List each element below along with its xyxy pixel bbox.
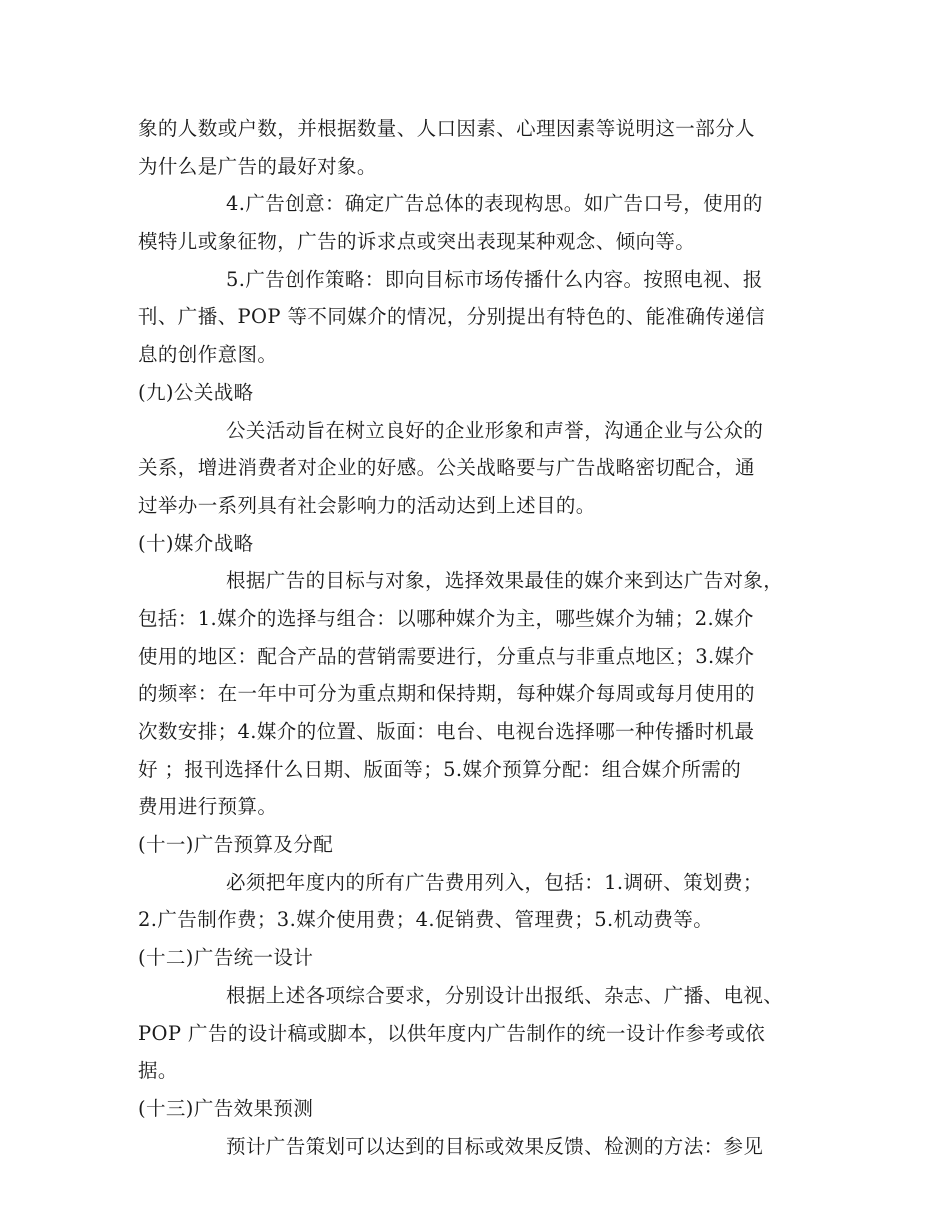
text-line: (十三)广告效果预测 [138, 1096, 314, 1120]
text-line: 为什么是广告的最好对象。 [138, 154, 377, 178]
paragraph-first-line: 4.广告创意：确定广告总体的表现构思。如广告口号，使用的 [226, 192, 763, 216]
text-line: 关系，增进消费者对企业的好感。公关战略要与广告战略密切配合，通 [138, 456, 755, 480]
paragraph-first-line: 5.广告创作策略：即向目标市场传播什么内容。按照电视、报 [226, 267, 763, 291]
paragraph-first-line: 必须把年度内的所有广告费用列入，包括：1.调研、策划费； [226, 870, 763, 894]
paragraph-first-line: 预计广告策划可以达到的目标或效果反馈、检测的方法：参见 [226, 1134, 764, 1158]
text-line: 过举办一系列具有社会影响力的活动达到上述目的。 [138, 493, 596, 517]
text-line: POP 广告的设计稿或脚本，以供年度内广告制作的统一设计作参考或依 [138, 1021, 766, 1045]
text-line: 刊、广播、POP 等不同媒介的情况，分别提出有特色的、能准确传递信 [138, 305, 766, 329]
text-line: 费用进行预算。 [138, 795, 278, 819]
text-line: 息的创作意图。 [138, 343, 278, 367]
text-line: (十)媒介战略 [138, 531, 254, 555]
text-line: 包括：1.媒介的选择与组合：以哪种媒介为主，哪些媒介为辅；2.媒介 [138, 606, 754, 630]
paragraph-first-line: 公关活动旨在树立良好的企业形象和声誉，沟通企业与公众的 [226, 418, 764, 442]
text-line: 2.广告制作费；3.媒介使用费；4.促销费、管理费；5.机动费等。 [138, 908, 714, 932]
text-line: 模特儿或象征物，广告的诉求点或突出表现某种观念、倾向等。 [138, 230, 696, 254]
text-line: 好 ；报刊选择什么日期、版面等；5.媒介预算分配：组合媒介所需的 [138, 757, 742, 781]
text-line: 使用的地区：配合产品的营销需要进行，分重点与非重点地区；3.媒介 [138, 644, 755, 668]
paragraph-first-line: 根据广告的目标与对象，选择效果最佳的媒介来到达广告对象， [226, 569, 784, 593]
text-line: 的频率：在一年中可分为重点期和保持期，每种媒介每周或每月使用的 [138, 682, 755, 706]
text-line: (十一)广告预算及分配 [138, 833, 334, 857]
paragraph-first-line: 根据上述各项综合要求，分别设计出报纸、杂志、广播、电视、 [226, 983, 784, 1007]
text-line: 象的人数或户数，并根据数量、人口因素、心理因素等说明这一部分人 [138, 117, 755, 140]
text-line: 次数安排；4.媒介的位置、版面：电台、电视台选择哪一种传播时机最 [138, 720, 755, 743]
text-line: (九)公关战略 [138, 380, 254, 404]
text-line: 据。 [138, 1059, 178, 1083]
text-line: (十二)广告统一设计 [138, 946, 314, 970]
document-page [138, 110, 818, 1165]
